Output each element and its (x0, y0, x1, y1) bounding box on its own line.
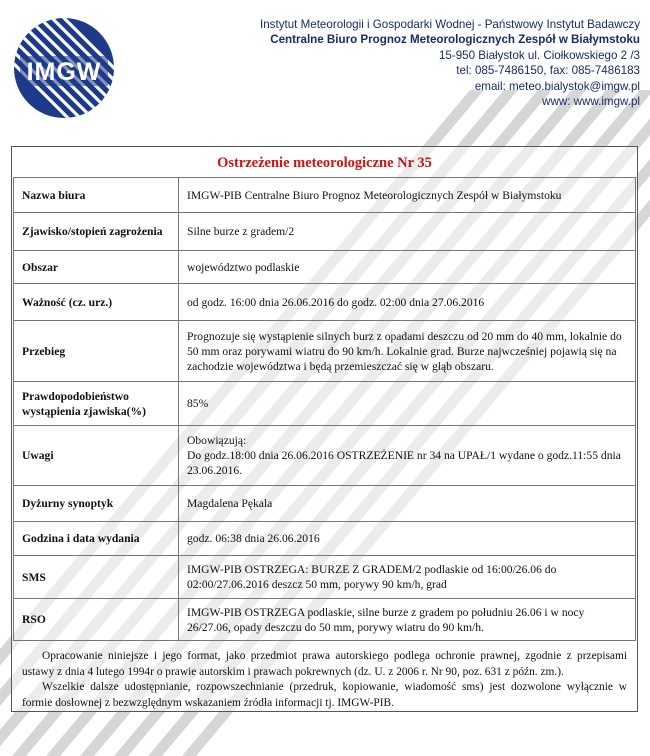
institute-name: Instytut Meteorologii i Gospodarki Wodnej - Państwowy Instytut Badawczy (260, 18, 640, 31)
distribution-paragraph: Wszelkie dalsze udostępnianie, rozpowszechnianie (przedruk, kopiowanie, wiadomość sms) jest dozwolone wyłącznie w formie dosłownej z bezwzględnym wskazaniem źródła informacji tj. IMGW-PIB. (22, 681, 627, 709)
table-row (14, 522, 636, 556)
row-label: Nazwa biura (14, 178, 179, 213)
table-row (14, 321, 636, 382)
table-row (14, 556, 636, 599)
imgw-logo-icon (12, 16, 116, 120)
table-row (14, 213, 636, 251)
warning-document (11, 146, 638, 712)
copyright-paragraph: Opracowanie niniejsze i jego format, jako przedmiot prawa autorskiego podlega ochronie prawnej, zgodnie z przepisami ustawy z dnia 4 lutego 1994r o prawie autorskim i prawach pokrewnych (dz. U. z 2006 r. Nr 90, poz. 631 z późn. zm.). (22, 650, 627, 678)
row-label: Uwagi (14, 426, 179, 486)
warning-table (13, 177, 636, 641)
table-row (14, 251, 636, 284)
website: www: www.imgw.pl (542, 95, 640, 109)
letterhead (0, 0, 650, 130)
row-value: Prognozuje się wystąpienie silnych burz z opadami deszczu od 20 mm do 40 mm, lokalnie do 50 mm oraz porywami wiatru do 90 km/h. Lokalnie grad. Burze najwcześniej pojawią się na zachodzie województwa i będą przemieszczać się w głąb obszaru. (179, 321, 636, 382)
warning-title: Ostrzeżenie meteorologiczne Nr 35 (217, 155, 432, 171)
row-value: godz. 06:38 dnia 26.06.2016 (179, 522, 636, 556)
phone-fax: tel: 085-7486150, fax: 085-7486183 (456, 64, 640, 78)
row-value: IMGW-PIB Centralne Biuro Prognoz Meteorologicznych Zespół w Białymstoku (179, 178, 636, 213)
row-label: Godzina i data wydania (14, 522, 179, 556)
row-value: Magdalena Pękala (179, 486, 636, 522)
institute-contact (120, 17, 640, 109)
row-value: Silne burze z gradem/2 (179, 213, 636, 251)
row-label: SMS (14, 556, 179, 599)
svg-text:IMGW: IMGW (26, 58, 102, 86)
row-label: Dyżurny synoptyk (14, 486, 179, 522)
row-label: Prawdopodobieństwo wystąpienia zjawiska(%) (14, 382, 179, 426)
row-value: IMGW-PIB OSTRZEGA: BURZE Z GRADEM/2 podlaskie od 16:00/26.06 do 02:00/27.06.2016 deszcz 50 mm, porywy 90 km/h, grad (179, 556, 636, 599)
row-value: 85% (179, 382, 636, 426)
address: 15-950 Białystok ul. Ciołkowskiego 2 /3 (438, 48, 640, 62)
table-row (14, 178, 636, 213)
row-value: Obowiązują: Do godz.18:00 dnia 26.06.2016 OSTRZEŻENIE nr 34 na UPAŁ/1 wydane o godz.11:55 dnia 23.06.2016. (179, 426, 636, 486)
row-label: Ważność (cz. urz.) (14, 284, 179, 321)
row-value: województwo podlaskie (179, 251, 636, 284)
table-row (14, 599, 636, 641)
row-label: Obszar (14, 251, 179, 284)
copyright-notice (12, 641, 637, 711)
row-label: Zjawisko/stopień zagrożenia (14, 213, 179, 251)
table-row (14, 426, 636, 486)
email: email: meteo.bialystok@imgw.pl (474, 79, 640, 93)
row-value: IMGW-PIB OSTRZEGA podlaskie, silne burze z gradem po południu 26.06 i w nocy 26/27.06, opady deszczu do 50 mm, porywy wiatru do 90 km/h. (179, 599, 636, 641)
table-row (14, 382, 636, 426)
table-row (14, 284, 636, 321)
row-label: RSO (14, 599, 179, 641)
row-label: Przebieg (14, 321, 179, 382)
table-row (14, 486, 636, 522)
row-value: od godz. 16:00 dnia 26.06.2016 do godz. 02:00 dnia 27.06.2016 (179, 284, 636, 321)
bureau-name: Centralne Biuro Prognoz Meteorologicznych Zespół w Białymstoku (270, 33, 640, 47)
